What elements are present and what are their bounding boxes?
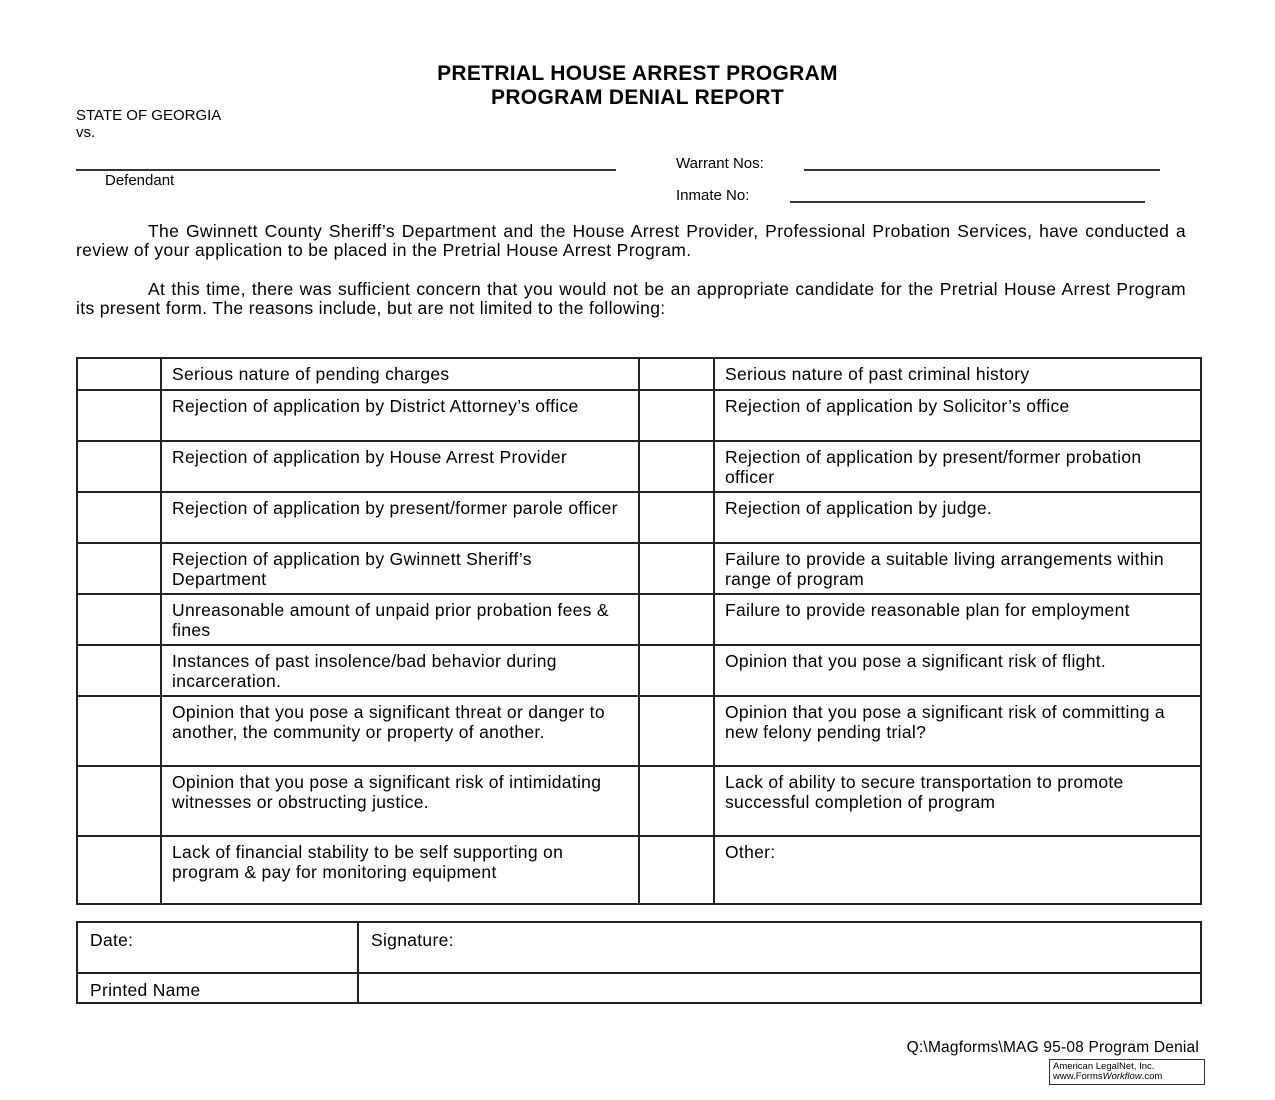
reason-row — [77, 543, 1201, 594]
reason-row — [77, 492, 1201, 543]
denial-reasons-table — [76, 357, 1202, 905]
reason-row — [77, 645, 1201, 696]
reason-checkbox-cell[interactable] — [77, 645, 161, 696]
reason-checkbox-cell[interactable] — [77, 358, 161, 390]
reason-text-right: Rejection of application by Solicitor’s office — [714, 390, 1201, 441]
reason-checkbox-cell[interactable] — [639, 766, 714, 836]
reason-checkbox-cell[interactable] — [77, 836, 161, 904]
reason-row — [77, 696, 1201, 766]
reason-text-left: Instances of past insolence/bad behavior during incarceration. — [161, 645, 639, 696]
reason-checkbox-cell[interactable] — [77, 390, 161, 441]
reason-text-left: Rejection of application by present/former parole officer — [161, 492, 639, 543]
defendant-field-line[interactable] — [76, 169, 616, 171]
reason-checkbox-cell[interactable] — [639, 543, 714, 594]
reason-text-right: Rejection of application by present/former probation officer — [714, 441, 1201, 492]
publisher-badge — [1049, 1059, 1205, 1085]
reason-checkbox-cell[interactable] — [77, 594, 161, 645]
reason-text-right: Lack of ability to secure transportation to promote successful completion of program — [714, 766, 1201, 836]
publisher-url: www.FormsWorkflow.com — [1053, 1071, 1163, 1082]
reason-checkbox-cell[interactable] — [639, 645, 714, 696]
vs-label: vs. — [76, 124, 96, 141]
state-label: STATE OF GEORGIA — [76, 107, 222, 124]
reason-text-right: Serious nature of past criminal history — [714, 358, 1201, 390]
reason-text-left: Rejection of application by House Arrest Provider — [161, 441, 639, 492]
reason-checkbox-cell[interactable] — [639, 441, 714, 492]
date-field[interactable] — [77, 922, 358, 973]
signature-label: Signature: — [371, 930, 454, 950]
reason-checkbox-cell[interactable] — [639, 696, 714, 766]
concern-paragraph: At this time, there was sufficient concern that you would not be an appropriate candidate for the Pretrial House Arrest Program its present form. The reasons include, but are not limited to the following: — [76, 279, 1186, 319]
defendant-label: Defendant — [105, 172, 175, 189]
document-title-line-1: PRETRIAL HOUSE ARREST PROGRAM — [437, 62, 838, 85]
reason-checkbox-cell[interactable] — [639, 390, 714, 441]
reason-row — [77, 594, 1201, 645]
reason-text-right: Rejection of application by judge. — [714, 492, 1201, 543]
reason-text-left: Unreasonable amount of unpaid prior probation fees & fines — [161, 594, 639, 645]
reason-checkbox-cell[interactable] — [77, 492, 161, 543]
reason-text-left: Rejection of application by Gwinnett Sheriff’s Department — [161, 543, 639, 594]
document-title-line-2: PROGRAM DENIAL REPORT — [491, 86, 784, 109]
reason-checkbox-cell[interactable] — [77, 441, 161, 492]
warrant-nos-label: Warrant Nos: — [676, 155, 764, 172]
form-file-path: Q:\Magforms\MAG 95-08 Program Denial — [906, 1039, 1199, 1056]
reason-text-right: Failure to provide reasonable plan for employment — [714, 594, 1201, 645]
reason-row — [77, 390, 1201, 441]
reason-text-left: Opinion that you pose a significant risk of intimidating witnesses or obstructing justice. — [161, 766, 639, 836]
reason-checkbox-cell[interactable] — [77, 696, 161, 766]
warrant-nos-field-line[interactable] — [804, 169, 1160, 171]
reason-text-right: Failure to provide a suitable living arrangements within range of program — [714, 543, 1201, 594]
reason-row — [77, 836, 1201, 904]
printed-name-label: Printed Name — [90, 980, 201, 1000]
reason-row — [77, 358, 1201, 390]
signature-table — [76, 921, 1202, 1004]
reason-checkbox-cell[interactable] — [77, 766, 161, 836]
reason-checkbox-cell[interactable] — [639, 836, 714, 904]
reason-text-right: Other: — [714, 836, 1201, 904]
date-label: Date: — [90, 930, 134, 950]
publisher-name: American LegalNet, Inc. — [1053, 1061, 1155, 1072]
reason-checkbox-cell[interactable] — [639, 358, 714, 390]
reason-checkbox-cell[interactable] — [77, 543, 161, 594]
printed-name-label-cell — [77, 973, 358, 1003]
reason-text-right: Opinion that you pose a significant risk of flight. — [714, 645, 1201, 696]
reason-text-right: Opinion that you pose a significant risk of committing a new felony pending trial? — [714, 696, 1201, 766]
inmate-no-field-line[interactable] — [790, 201, 1145, 203]
reason-checkbox-cell[interactable] — [639, 594, 714, 645]
reason-text-left: Rejection of application by District Attorney’s office — [161, 390, 639, 441]
inmate-no-label: Inmate No: — [676, 187, 750, 204]
intro-paragraph: The Gwinnett County Sheriff’s Department and the House Arrest Provider, Professional Probation Services, have conducted a review of your application to be placed in the Pretrial House Arrest Program. — [76, 221, 1186, 261]
reason-text-left: Lack of financial stability to be self supporting on program & pay for monitoring equipment — [161, 836, 639, 904]
reason-row — [77, 441, 1201, 492]
signature-field[interactable] — [358, 922, 1201, 973]
reason-checkbox-cell[interactable] — [639, 492, 714, 543]
reason-text-left: Serious nature of pending charges — [161, 358, 639, 390]
reason-text-left: Opinion that you pose a significant threat or danger to another, the community or property of another. — [161, 696, 639, 766]
reason-row — [77, 766, 1201, 836]
printed-name-field[interactable] — [358, 973, 1201, 1003]
